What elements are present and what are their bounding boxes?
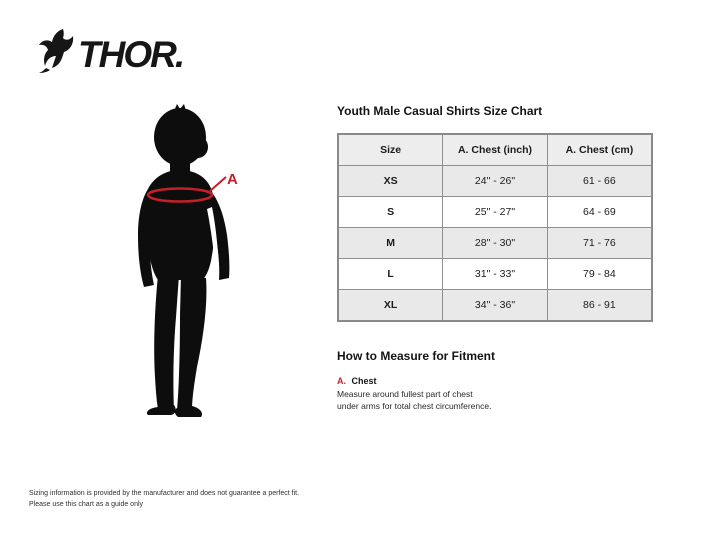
how-to-measure-title: How to Measure for Fitment <box>337 349 496 363</box>
size-chart-section <box>337 104 657 322</box>
size-value: L <box>338 259 443 290</box>
chest-cm-value: 61 - 66 <box>547 166 652 197</box>
measure-item-key: A. <box>337 376 346 386</box>
chest-cm-value: 86 - 91 <box>547 290 652 322</box>
table-header-row <box>338 134 652 166</box>
column-header-chest-cm: A. Chest (cm) <box>547 134 652 166</box>
measurement-label-a: A <box>227 171 238 188</box>
table-row <box>338 197 652 228</box>
disclaimer-line-1: Sizing information is provided by the manufacturer and does not guarantee a perfect fit. <box>29 490 300 497</box>
size-value: XL <box>338 290 443 322</box>
column-header-size: Size <box>338 134 443 166</box>
size-chart-title: Youth Male Casual Shirts Size Chart <box>337 104 543 118</box>
disclaimer-line-2: Please use this chart as a guide only <box>29 500 144 508</box>
how-to-measure-section <box>337 349 537 413</box>
size-chart-table <box>337 133 653 322</box>
column-header-chest-inch: A. Chest (inch) <box>443 134 548 166</box>
size-value: XS <box>338 166 443 197</box>
table-row <box>338 259 652 290</box>
chest-cm-value: 71 - 76 <box>547 228 652 259</box>
measure-item-heading <box>337 376 537 386</box>
chest-inch-value: 25" - 27" <box>443 197 548 228</box>
measure-item-description: Measure around fullest part of chest under arms for total chest circumference. <box>337 389 492 411</box>
measure-item-name: Chest <box>351 376 377 386</box>
table-row <box>338 228 652 259</box>
size-value: S <box>338 197 443 228</box>
table-row <box>338 290 652 322</box>
chest-inch-value: 31" - 33" <box>443 259 548 290</box>
table-row <box>338 166 652 197</box>
chest-inch-value: 24" - 26" <box>443 166 548 197</box>
chest-inch-value: 28" - 30" <box>443 228 548 259</box>
brand-logo <box>36 28 183 74</box>
chest-inch-value: 34" - 36" <box>443 290 548 322</box>
brand-wordmark: THOR. <box>78 33 184 75</box>
chest-cm-value: 64 - 69 <box>547 197 652 228</box>
chest-cm-value: 79 - 84 <box>547 259 652 290</box>
child-silhouette-figure <box>128 103 250 425</box>
size-value: M <box>338 228 443 259</box>
thor-horned-head-icon <box>36 28 76 74</box>
disclaimer <box>29 489 299 510</box>
